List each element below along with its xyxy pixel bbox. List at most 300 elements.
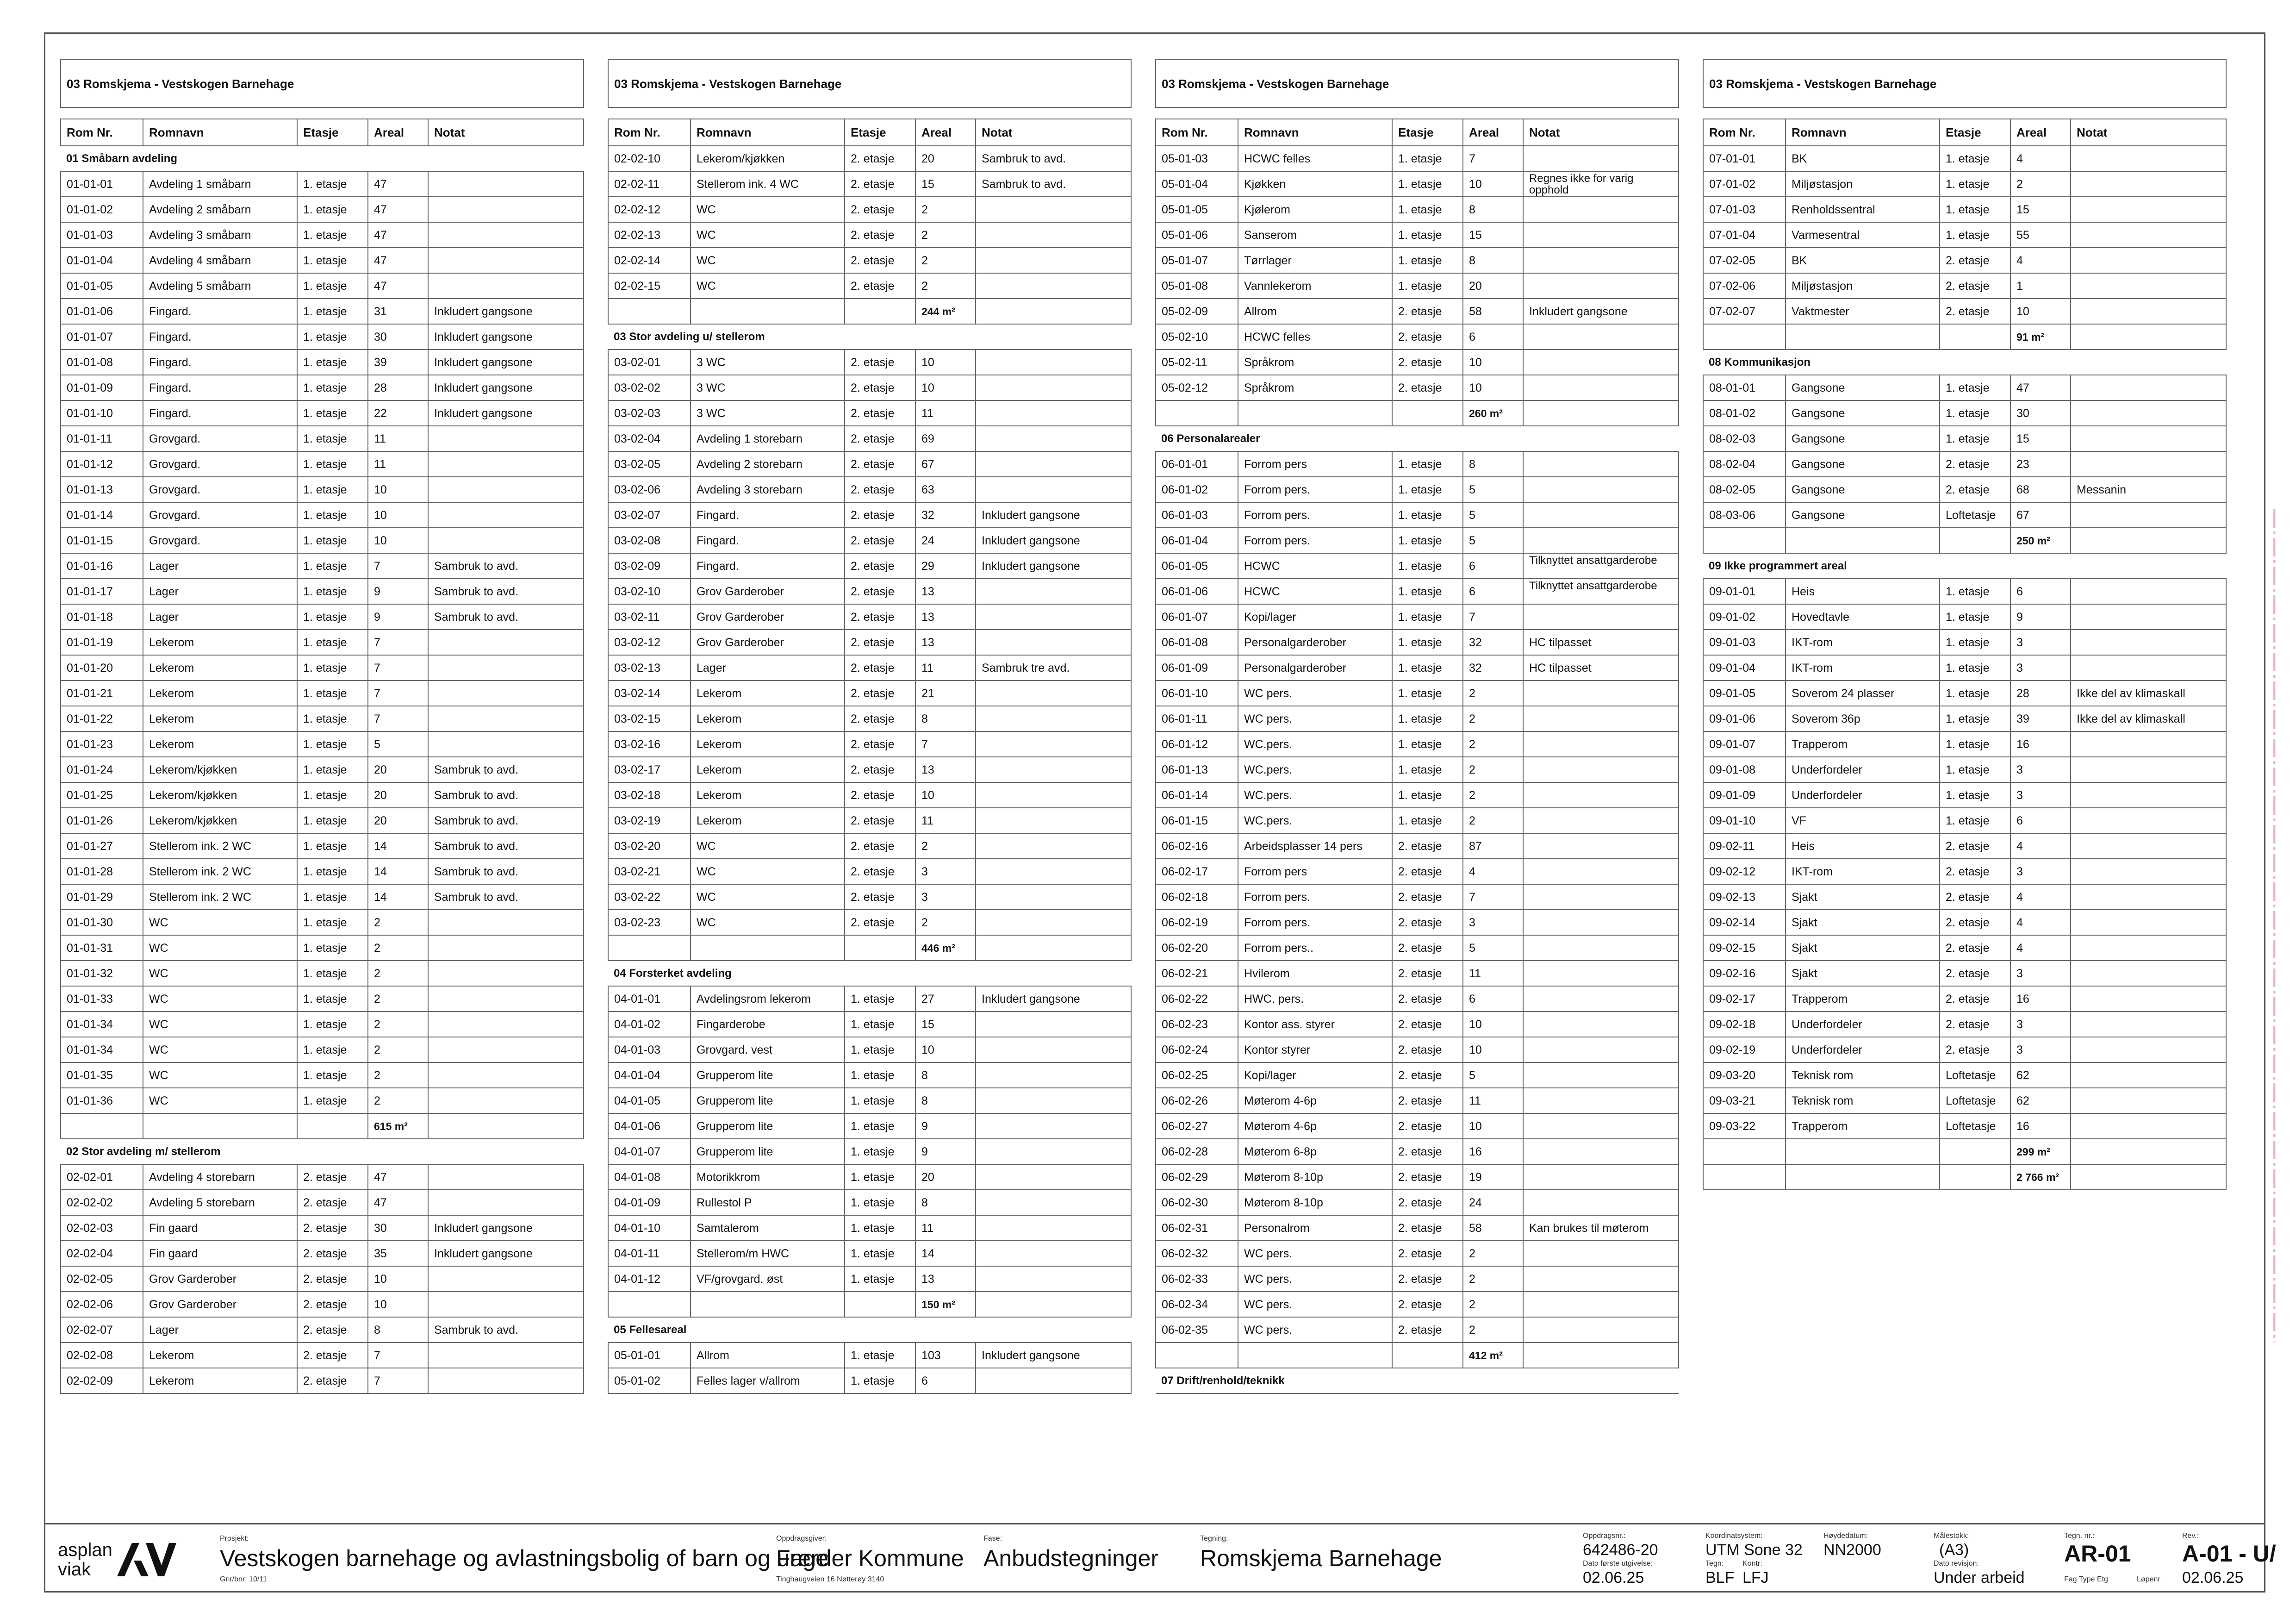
note: [1523, 273, 1679, 299]
area: 2: [1463, 1266, 1523, 1292]
note: [976, 197, 1131, 222]
note: Sambruk to avd.: [428, 604, 584, 630]
room-name: Forrom pers.: [1238, 528, 1392, 553]
area: 20: [1463, 273, 1523, 299]
note: HC tilpasset: [1523, 655, 1679, 681]
floor: 1. etasje: [845, 1012, 915, 1037]
note: Inkludert gangsone: [428, 324, 584, 350]
header-areal: Areal: [2010, 119, 2071, 146]
room-name: WC: [143, 1062, 297, 1088]
sum-empty-cell: [61, 1113, 143, 1139]
area: 2: [368, 961, 428, 986]
table-row: [1156, 1266, 1679, 1292]
room-number: 08-02-03: [1703, 426, 1786, 451]
floor: 2. etasje: [845, 833, 915, 859]
area: 68: [2010, 477, 2071, 502]
group-heading: 05 Fellesareal: [608, 1317, 1131, 1343]
sum-empty-cell: [691, 935, 845, 961]
area: 2: [368, 1037, 428, 1062]
area: 14: [368, 884, 428, 910]
area: 23: [2010, 451, 2071, 477]
sum-empty-cell: [845, 1292, 915, 1317]
note: [2071, 604, 2226, 630]
sum-empty-cell: [1523, 1343, 1679, 1368]
note: [2071, 833, 2226, 859]
room-number: 03-02-05: [608, 451, 691, 477]
room-name: Avdeling 3 småbarn: [143, 222, 297, 248]
area: 22: [368, 400, 428, 426]
table-row: [608, 808, 1131, 833]
area: 3: [2010, 782, 2071, 808]
area-sum: 150 m²: [915, 1292, 976, 1317]
note: [976, 757, 1131, 782]
floor: 2. etasje: [1940, 451, 2010, 477]
table-row: [61, 859, 584, 884]
floor: 2. etasje: [1392, 1317, 1463, 1343]
header-etasje: Etasje: [845, 119, 915, 146]
margin-strip-lines: [2270, 509, 2278, 1343]
table-row: [1156, 604, 1679, 630]
area: 31: [368, 299, 428, 324]
room-number: 02-02-04: [61, 1241, 143, 1266]
note: [2071, 884, 2226, 910]
area: 11: [915, 808, 976, 833]
header-romnavn: Romnavn: [1786, 119, 1940, 146]
area: 4: [1463, 859, 1523, 884]
note: Inkludert gangsone: [976, 502, 1131, 528]
room-name: WC pers.: [1238, 1317, 1392, 1343]
floor: 1. etasje: [1392, 146, 1463, 171]
floor: Loftetasje: [1940, 502, 2010, 528]
area: 2: [368, 1088, 428, 1113]
room-number: 04-01-06: [608, 1113, 691, 1139]
room-number: 06-02-31: [1156, 1215, 1238, 1241]
sum-empty-cell: [976, 935, 1131, 961]
floor: 1. etasje: [845, 1368, 915, 1393]
floor: 1. etasje: [297, 248, 368, 273]
area: 2: [2010, 171, 2071, 197]
room-name: WC: [143, 1088, 297, 1113]
room-number: 01-01-34: [61, 1012, 143, 1037]
area: 30: [368, 1215, 428, 1241]
floor: 1. etasje: [845, 1037, 915, 1062]
table-row: [1156, 222, 1679, 248]
room-number: 05-01-06: [1156, 222, 1238, 248]
area: 2: [1463, 808, 1523, 833]
room-name: WC: [691, 273, 845, 299]
area: 7: [368, 1343, 428, 1368]
room-name: WC: [691, 197, 845, 222]
table-row: [608, 1088, 1131, 1113]
floor: 2. etasje: [845, 426, 915, 451]
note: [2071, 986, 2226, 1012]
table-row: [1703, 961, 2226, 986]
group-header-row: [1703, 553, 2226, 579]
group-header-row: [1156, 1368, 1679, 1393]
table-row: [1703, 910, 2226, 935]
table-row: [61, 655, 584, 681]
room-number: 07-01-03: [1703, 197, 1786, 222]
area: 13: [915, 757, 976, 782]
room-name: Lekerom/kjøkken: [143, 757, 297, 782]
room-number: 04-01-05: [608, 1088, 691, 1113]
area: 87: [1463, 833, 1523, 859]
table-row: [61, 1368, 584, 1393]
room-number: 08-02-04: [1703, 451, 1786, 477]
room-number: 05-02-10: [1156, 324, 1238, 350]
area: 30: [2010, 400, 2071, 426]
floor: 1. etasje: [297, 350, 368, 375]
area: 5: [1463, 935, 1523, 961]
room-name: Språkrom: [1238, 350, 1392, 375]
drawing-title: Romskjema Barnehage: [1200, 1545, 1442, 1571]
room-name: Heis: [1786, 579, 1940, 604]
room-name: WC: [691, 859, 845, 884]
sheet-title-row: [1156, 60, 1679, 107]
room-number: 06-01-09: [1156, 655, 1238, 681]
table-row: [608, 1266, 1131, 1292]
area-sum-row: [1156, 400, 1679, 426]
table-row: [1703, 273, 2226, 299]
column-header-row: [608, 119, 1131, 146]
floor: 1. etasje: [297, 197, 368, 222]
note: [428, 171, 584, 197]
room-name: WC: [143, 935, 297, 961]
room-name: VF/grovgard. øst: [691, 1266, 845, 1292]
table-row: [1156, 681, 1679, 706]
room-number: 02-02-13: [608, 222, 691, 248]
area-sum: 260 m²: [1463, 400, 1523, 426]
note: [428, 451, 584, 477]
note: Sambruk to avd.: [976, 171, 1131, 197]
room-name: Gangsone: [1786, 477, 1940, 502]
room-schedule-table: [1703, 59, 2227, 1190]
area: 8: [915, 1190, 976, 1215]
room-name: Lekerom: [691, 782, 845, 808]
room-number: 01-01-29: [61, 884, 143, 910]
area: 10: [1463, 1012, 1523, 1037]
room-name: Miljøstasjon: [1786, 273, 1940, 299]
note: [2071, 1037, 2226, 1062]
floor: 2. etasje: [1392, 1139, 1463, 1164]
floor: 1. etasje: [845, 1343, 915, 1368]
room-number: 05-01-01: [608, 1343, 691, 1368]
area: 11: [1463, 961, 1523, 986]
floor: 1. etasje: [845, 1241, 915, 1266]
area: 10: [915, 782, 976, 808]
note: [428, 1037, 584, 1062]
room-name: Fingard.: [691, 553, 845, 579]
area: 16: [2010, 986, 2071, 1012]
table-row: [1703, 375, 2226, 400]
room-name: Tørrlager: [1238, 248, 1392, 273]
area: 7: [368, 655, 428, 681]
table-row: [1156, 1190, 1679, 1215]
table-row: [61, 197, 584, 222]
floor: 1. etasje: [845, 1190, 915, 1215]
area: 10: [368, 502, 428, 528]
area: 10: [1463, 375, 1523, 400]
room-number: 03-02-15: [608, 706, 691, 731]
table-row: [61, 299, 584, 324]
note: [976, 604, 1131, 630]
room-name: Allrom: [1238, 299, 1392, 324]
room-number: 01-01-33: [61, 986, 143, 1012]
room-name: Lekerom: [143, 655, 297, 681]
room-number: 08-03-06: [1703, 502, 1786, 528]
table-row: [608, 1113, 1131, 1139]
area: 15: [2010, 426, 2071, 451]
floor: 2. etasje: [297, 1266, 368, 1292]
room-number: 01-01-03: [61, 222, 143, 248]
room-number: 06-02-29: [1156, 1164, 1238, 1190]
note: Sambruk to avd.: [976, 146, 1131, 171]
room-name: WC: [691, 248, 845, 273]
room-name: Grupperom lite: [691, 1088, 845, 1113]
floor: 1. etasje: [1940, 604, 2010, 630]
schedule-column-2: [608, 59, 1131, 1394]
room-number: 07-02-07: [1703, 299, 1786, 324]
floor: 2. etasje: [1392, 324, 1463, 350]
floor: 2. etasje: [1392, 1215, 1463, 1241]
room-number: 06-02-34: [1156, 1292, 1238, 1317]
room-name: Lekerom: [143, 706, 297, 731]
room-name: IKT-rom: [1786, 630, 1940, 655]
floor: 2. etasje: [845, 757, 915, 782]
sum-empty-cell: [608, 299, 691, 324]
floor: 1. etasje: [1940, 757, 2010, 782]
logo-wordmark: [58, 1540, 112, 1579]
table-row: [608, 400, 1131, 426]
room-name: Grovgard.: [143, 426, 297, 451]
table-row: [608, 1190, 1131, 1215]
room-number: 02-02-03: [61, 1215, 143, 1241]
area: 20: [368, 808, 428, 833]
floor: 2. etasje: [297, 1368, 368, 1393]
table-row: [1156, 171, 1679, 197]
room-number: 06-02-17: [1156, 859, 1238, 884]
table-row: [1156, 630, 1679, 655]
header-etasje: Etasje: [1392, 119, 1463, 146]
floor: 1. etasje: [297, 833, 368, 859]
note: [428, 477, 584, 502]
sum-empty-cell: [1703, 1164, 1786, 1190]
area: 2: [1463, 782, 1523, 808]
floor: 2. etasje: [1392, 350, 1463, 375]
note: [976, 731, 1131, 757]
room-name: Avdeling 2 storebarn: [691, 451, 845, 477]
room-name: Forrom pers: [1238, 859, 1392, 884]
note: [976, 400, 1131, 426]
group-heading: 01 Småbarn avdeling: [61, 146, 584, 171]
room-name: HCWC felles: [1238, 146, 1392, 171]
area: 20: [915, 1164, 976, 1190]
floor: 2. etasje: [1392, 986, 1463, 1012]
group-header-row: [61, 1139, 584, 1164]
area: 20: [915, 146, 976, 171]
room-number: 06-02-23: [1156, 1012, 1238, 1037]
note: [428, 248, 584, 273]
room-name: Lekerom: [691, 808, 845, 833]
room-number: 05-01-02: [608, 1368, 691, 1393]
area: 20: [368, 782, 428, 808]
room-number: 05-01-04: [1156, 171, 1238, 197]
drawing-status: Under arbeid: [1934, 1569, 2025, 1587]
floor: 1. etasje: [297, 935, 368, 961]
area: 6: [1463, 553, 1523, 579]
note: [1523, 1037, 1679, 1062]
table-row: [608, 248, 1131, 273]
table-row: [1703, 782, 2226, 808]
table-row: [1703, 146, 2226, 171]
area: 13: [915, 1266, 976, 1292]
table-row: [1156, 731, 1679, 757]
header-notat: Notat: [976, 119, 1131, 146]
floor: 2. etasje: [1392, 1062, 1463, 1088]
room-number: 03-02-18: [608, 782, 691, 808]
spacer-row: [1703, 107, 2226, 119]
coordinate-system: UTM Sone 32: [1705, 1541, 1803, 1559]
room-name: Grovgard.: [143, 528, 297, 553]
room-number: 02-02-06: [61, 1292, 143, 1317]
table-row: [1703, 1088, 2226, 1113]
sheet-title-row: [608, 60, 1131, 107]
table-row: [61, 757, 584, 782]
area: 8: [1463, 451, 1523, 477]
room-name: Grupperom lite: [691, 1139, 845, 1164]
area: 2: [915, 222, 976, 248]
room-number: 09-03-20: [1703, 1062, 1786, 1088]
area: 2: [368, 1062, 428, 1088]
room-number: 04-01-08: [608, 1164, 691, 1190]
table-row: [61, 782, 584, 808]
room-name: Avdelingsrom lekerom: [691, 986, 845, 1012]
floor: 1. etasje: [297, 222, 368, 248]
note: [428, 961, 584, 986]
note: [2071, 502, 2226, 528]
floor: 1. etasje: [845, 1088, 915, 1113]
table-row: [1156, 299, 1679, 324]
area: 9: [915, 1113, 976, 1139]
area: 5: [1463, 477, 1523, 502]
note: Sambruk to avd.: [428, 808, 584, 833]
table-row: [608, 197, 1131, 222]
room-number: 01-01-24: [61, 757, 143, 782]
room-name: IKT-rom: [1786, 859, 1940, 884]
floor: 2. etasje: [845, 528, 915, 553]
room-schedule-table: [608, 59, 1132, 1394]
note: [976, 1241, 1131, 1266]
floor: 2. etasje: [1392, 1241, 1463, 1266]
note: [2071, 426, 2226, 451]
room-name: WC.pers.: [1238, 782, 1392, 808]
area: 8: [915, 1062, 976, 1088]
floor: 2. etasje: [845, 375, 915, 400]
note: [1523, 477, 1679, 502]
floor: 1. etasje: [1392, 553, 1463, 579]
room-name: Vaktmester: [1786, 299, 1940, 324]
note: [1523, 859, 1679, 884]
room-number: 02-02-14: [608, 248, 691, 273]
floor: 1. etasje: [297, 426, 368, 451]
note: Inkludert gangsone: [428, 375, 584, 400]
floor: 2. etasje: [1392, 910, 1463, 935]
room-name: Møterom 8-10p: [1238, 1164, 1392, 1190]
room-number: 06-01-15: [1156, 808, 1238, 833]
area: 4: [2010, 884, 2071, 910]
area: 2: [368, 986, 428, 1012]
room-number: 06-02-32: [1156, 1241, 1238, 1266]
floor: 1. etasje: [1940, 375, 2010, 400]
header-romnavn: Romnavn: [691, 119, 845, 146]
room-name: Underfordeler: [1786, 1037, 1940, 1062]
table-row: [1703, 579, 2226, 604]
room-number: 01-01-31: [61, 935, 143, 961]
room-number: 06-02-22: [1156, 986, 1238, 1012]
table-row: [61, 1012, 584, 1037]
floor: 1. etasje: [297, 961, 368, 986]
area: 24: [915, 528, 976, 553]
note: [1523, 502, 1679, 528]
table-row: [61, 451, 584, 477]
note: Tilknyttet ansattgarderobe: [1523, 553, 1679, 579]
area: 11: [915, 655, 976, 681]
note: [1523, 528, 1679, 553]
floor: 1. etasje: [297, 1088, 368, 1113]
area: 7: [368, 630, 428, 655]
floor: 1. etasje: [1940, 426, 2010, 451]
room-name: Renholdssentral: [1786, 197, 1940, 222]
room-name: Fingard.: [143, 400, 297, 426]
area: 5: [1463, 528, 1523, 553]
tegn-label: Tegn:: [1705, 1560, 1724, 1568]
room-number: 09-03-21: [1703, 1088, 1786, 1113]
area: 2: [1463, 1292, 1523, 1317]
note: Inkludert gangsone: [976, 553, 1131, 579]
floor: 1. etasje: [297, 604, 368, 630]
room-name: Møterom 8-10p: [1238, 1190, 1392, 1215]
rev-label: Rev.:: [2182, 1532, 2199, 1540]
area: 14: [915, 1241, 976, 1266]
floor: 1. etasje: [297, 451, 368, 477]
oppdragsnr-label: Oppdragsnr.:: [1583, 1532, 1626, 1540]
sum-empty-cell: [845, 935, 915, 961]
floor: 1. etasje: [1392, 248, 1463, 273]
table-row: [1703, 859, 2226, 884]
room-name: Fin gaard: [143, 1241, 297, 1266]
area: 2: [1463, 731, 1523, 757]
area: 5: [1463, 502, 1523, 528]
area: 21: [915, 681, 976, 706]
table-row: [61, 731, 584, 757]
floor: 2. etasje: [845, 197, 915, 222]
note: [1523, 375, 1679, 400]
room-number: 02-02-01: [61, 1164, 143, 1190]
area: 10: [1463, 171, 1523, 197]
room-name: Forrom pers: [1238, 451, 1392, 477]
floor: 2. etasje: [845, 884, 915, 910]
note: Tilknyttet ansattgarderobe: [1523, 579, 1679, 604]
schedule-column-1: [60, 59, 583, 1394]
floor: 1. etasje: [1392, 222, 1463, 248]
floor: 1. etasje: [1940, 222, 2010, 248]
room-number: 08-02-05: [1703, 477, 1786, 502]
table-row: [608, 553, 1131, 579]
phase-name: Anbudstegninger: [983, 1545, 1159, 1571]
note: [2071, 808, 2226, 833]
room-name: Møterom 4-6p: [1238, 1113, 1392, 1139]
area: 28: [2010, 681, 2071, 706]
